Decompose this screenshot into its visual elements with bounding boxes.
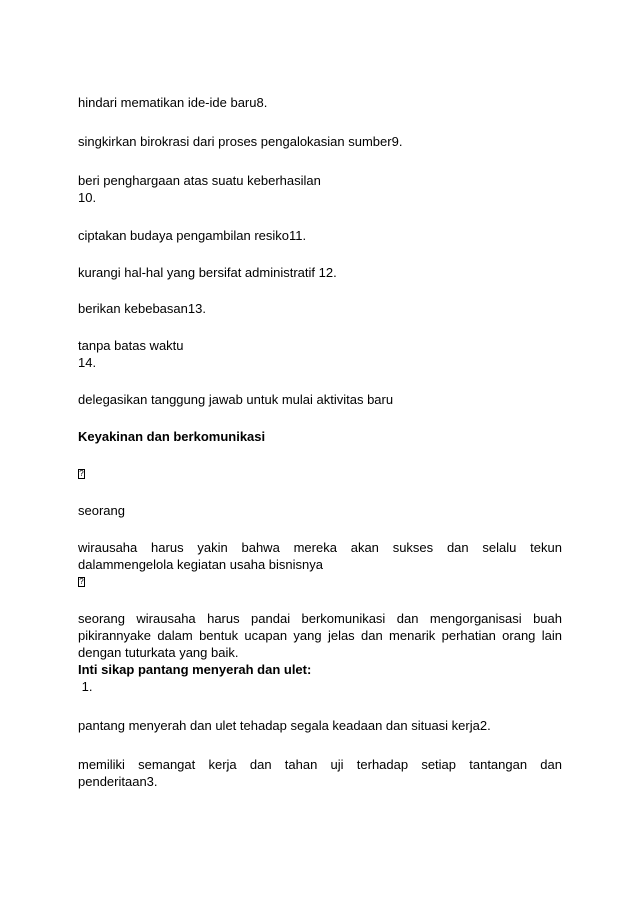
text-line: beri penghargaan atas suatu keberhasilan (78, 173, 321, 188)
text-line: seorang wirausaha harus pandai berkomunikasi dan mengorganisasi buah (78, 611, 562, 626)
list-number: 1. (78, 679, 93, 694)
bullet-line (78, 465, 562, 482)
missing-glyph-box-icon (78, 577, 85, 587)
text-line: dalammengelola kegiatan usaha bisnisnya (78, 557, 323, 572)
missing-glyph-box-icon (78, 469, 85, 479)
text-line: hindari mematikan ide-ide baru8. (78, 95, 268, 110)
text-line: singkirkan birokrasi dari proses pengalokasian sumber9. (78, 134, 403, 149)
bullet-line (78, 573, 562, 590)
text-line: ciptakan budaya pengambilan resiko11. (78, 228, 307, 243)
text-line: wirausaha harus yakin bahwa mereka akan sukses dan selalu tekun (78, 540, 562, 555)
text-line: 14. (78, 355, 97, 370)
text-line: penderitaan3. (78, 774, 158, 789)
section-heading: Keyakinan dan berkomunikasi (78, 429, 266, 444)
text-line: berikan kebebasan13. (78, 301, 206, 316)
text-line: dengan tuturkata yang baik. (78, 645, 239, 660)
text-line: kurangi hal-hal yang bersifat administratif 12. (78, 265, 337, 280)
text-line: pantang menyerah dan ulet tehadap segala keadaan dan situasi kerja2. (78, 718, 491, 733)
text-line: memiliki semangat kerja dan tahan uji terhadap setiap tantangan dan (78, 757, 562, 772)
text-line: tanpa batas waktu (78, 338, 184, 353)
text-line: pikirannyake dalam bentuk ucapan yang jelas dan menarik perhatian orang lain (78, 628, 562, 643)
text-line: 10. (78, 190, 97, 205)
section-heading: Inti sikap pantang menyerah dan ulet: (78, 662, 312, 677)
text-line: delegasikan tanggung jawab untuk mulai aktivitas baru (78, 392, 394, 407)
text-line: seorang (78, 503, 125, 518)
